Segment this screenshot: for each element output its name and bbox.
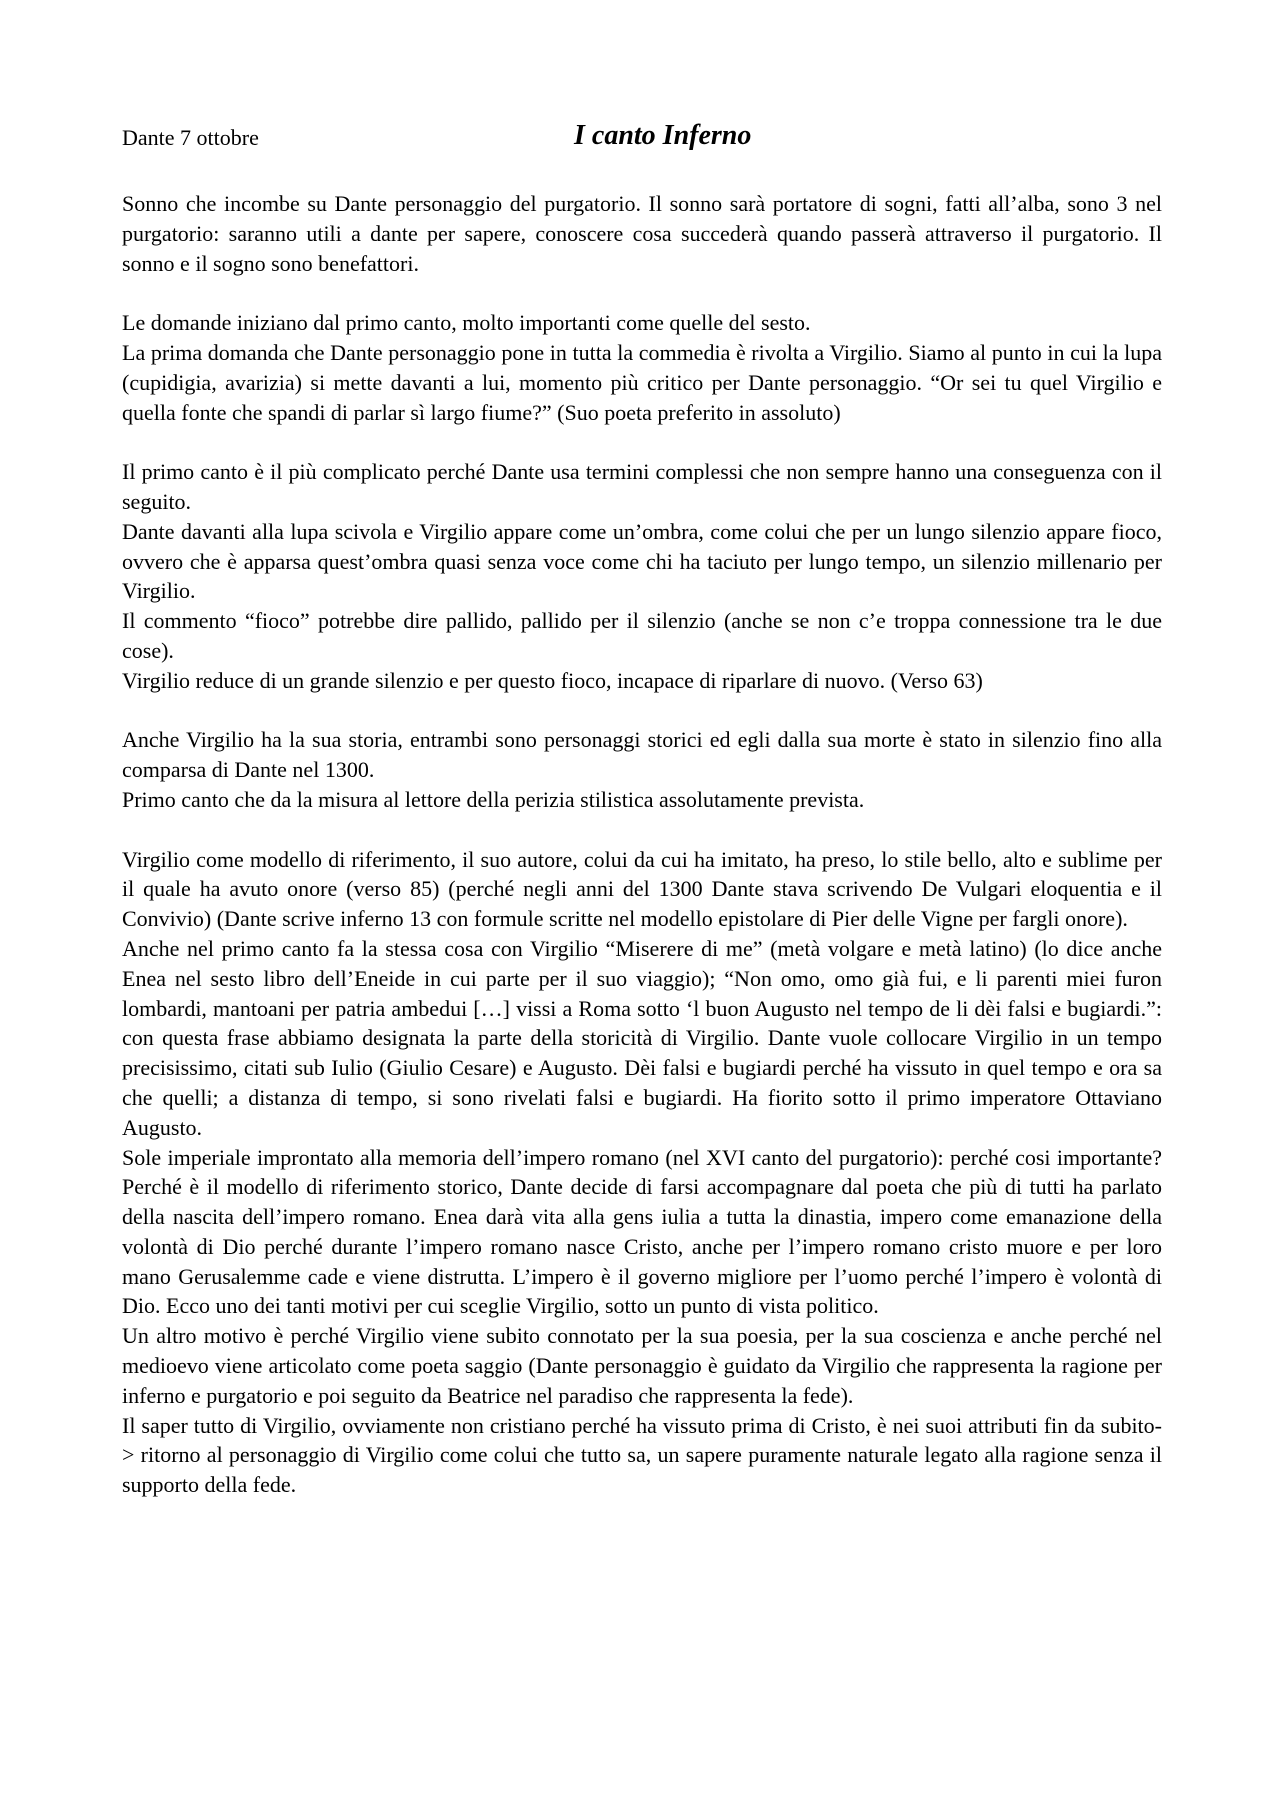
paragraph: Le domande iniziano dal primo canto, molto importanti come quelle del sesto.	[122, 310, 811, 336]
document-page	[122, 120, 1162, 1500]
document-title: I canto Inferno	[574, 120, 752, 151]
paragraph: Virgilio come modello di riferimento, il suo autore, colui da cui ha imitato, ha preso, lo stile bello, alto e sublime per il quale ha avuto onore (verso 85) (perché negli anni del 1300 Dante stava scrivendo De Vulgari eloquentia e il Convivio) (Dante scrive inferno 13 con formule scritte nel modello epistolare di Pier delle Vigne per fargli onore).	[122, 846, 1162, 932]
paragraph: Il primo canto è il più complicato perché Dante usa termini complessi che non sempre hanno una conseguenza con il seguito.	[122, 459, 1162, 514]
document-body	[122, 189, 1162, 1500]
paragraph: Un altro motivo è perché Virgilio viene subito connotato per la sua poesia, per la sua coscienza e anche perché nel medioevo viene articolato come poeta saggio (Dante personaggio è guidato da Virgilio che rappresenta la ragione per inferno e purgatorio e poi seguito da Beatrice nel paradiso che rappresenta la fede).	[122, 1323, 1162, 1408]
paragraph: Primo canto che da la misura al lettore della perizia stilistica assolutamente prevista.	[122, 786, 865, 812]
paragraph: Dante davanti alla lupa scivola e Virgilio appare come un’ombra, come colui che per un lungo silenzio appare fioco, ovvero che è apparsa quest’ombra quasi senza voce come chi ha taciuto per lungo tempo, un silenzio millenario per Virgilio.	[122, 518, 1162, 604]
header-date: Dante 7 ottobre	[122, 125, 259, 150]
paragraph: Anche Virgilio ha la sua storia, entrambi sono personaggi storici ed egli dalla sua morte è stato in silenzio fino alla comparsa di Dante nel 1300.	[122, 727, 1162, 783]
paragraph-gap	[122, 427, 1162, 457]
paragraph-gap	[122, 696, 1162, 726]
paragraph-gap	[122, 815, 1162, 845]
paragraph: Il commento “fioco” potrebbe dire pallido, pallido per il silenzio (anche se non c’e troppa connessione tra le due cose).	[122, 608, 1162, 663]
paragraph: Virgilio reduce di un grande silenzio e per questo fioco, incapace di riparlare di nuovo. (Verso 63)	[122, 667, 983, 693]
paragraph: Sonno che incombe su Dante personaggio del purgatorio. Il sonno sarà portatore di sogni, fatti all’alba, sono 3 nel purgatorio: saranno utili a dante per sapere, conoscere cosa succederà quando passerà attraverso il purgatorio. Il sonno e il sogno sono benefattori.	[122, 191, 1162, 276]
paragraph: Sole imperiale improntato alla memoria dell’impero romano (nel XVI canto del purgatorio): perché cosi importante? Perché è il modello di riferimento storico, Dante decide di farsi accompagnare dal poeta che più di tutti ha parlato della nascita dell’impero romano. Enea darà vita alla gens iulia a tutta la dinastia, impero come emanazione della volontà di Dio perché durante l’impero romano nasce Cristo, anche per l’impero romano cristo muore e per loro mano Gerusalemme cade e viene distrutta. L’impero è il governo migliore per l’uomo perché l’impero è volontà di Dio. Ecco uno dei tanti motivi per cui sceglie Virgilio, sotto un punto di vista politico.	[122, 1144, 1162, 1319]
document-header	[122, 120, 1162, 166]
paragraph: Il saper tutto di Virgilio, ovviamente non cristiano perché ha vissuto prima di Cristo, è nei suoi attributi fin da subito-> ritorno al personaggio di Virgilio come colui che tutto sa, un sapere puramente naturale legato alla ragione senza il supporto della fede.	[122, 1412, 1162, 1498]
paragraph: La prima domanda che Dante personaggio pone in tutta la commedia è rivolta a Virgilio. Siamo al punto in cui la lupa (cupidigia, avarizia) si mette davanti a lui, momento più critico per Dante personaggio. “Or sei tu quel Virgilio e quella fonte che spandi di parlar sì largo fiume?” (Suo poeta preferito in assoluto)	[122, 339, 1162, 425]
paragraph: Anche nel primo canto fa la stessa cosa con Virgilio “Miserere di me” (metà volgare e metà latino) (lo dice anche Enea nel sesto libro dell’Eneide in cui parte per il suo viaggio); “Non omo, omo già fui, e li parenti miei furon lombardi, mantoani per patria ambedui […] vissi a Roma sotto ‘l buon Augusto nel tempo de li dèi falsi e bugiardi.”: con questa frase abbiamo designata la parte della storicità di Virgilio. Dante vuole collocare Virgilio in un tempo precisissimo, citati sub Iulio (Giulio Cesare) e Augusto. Dèi falsi e bugiardi perché ha vissuto in quel tempo e ora sa che quelli; a distanza di tempo, si sono rivelati falsi e bugiardi. Ha fiorito sotto il primo imperatore Ottaviano Augusto.	[122, 935, 1162, 1140]
paragraph-gap	[122, 278, 1162, 308]
